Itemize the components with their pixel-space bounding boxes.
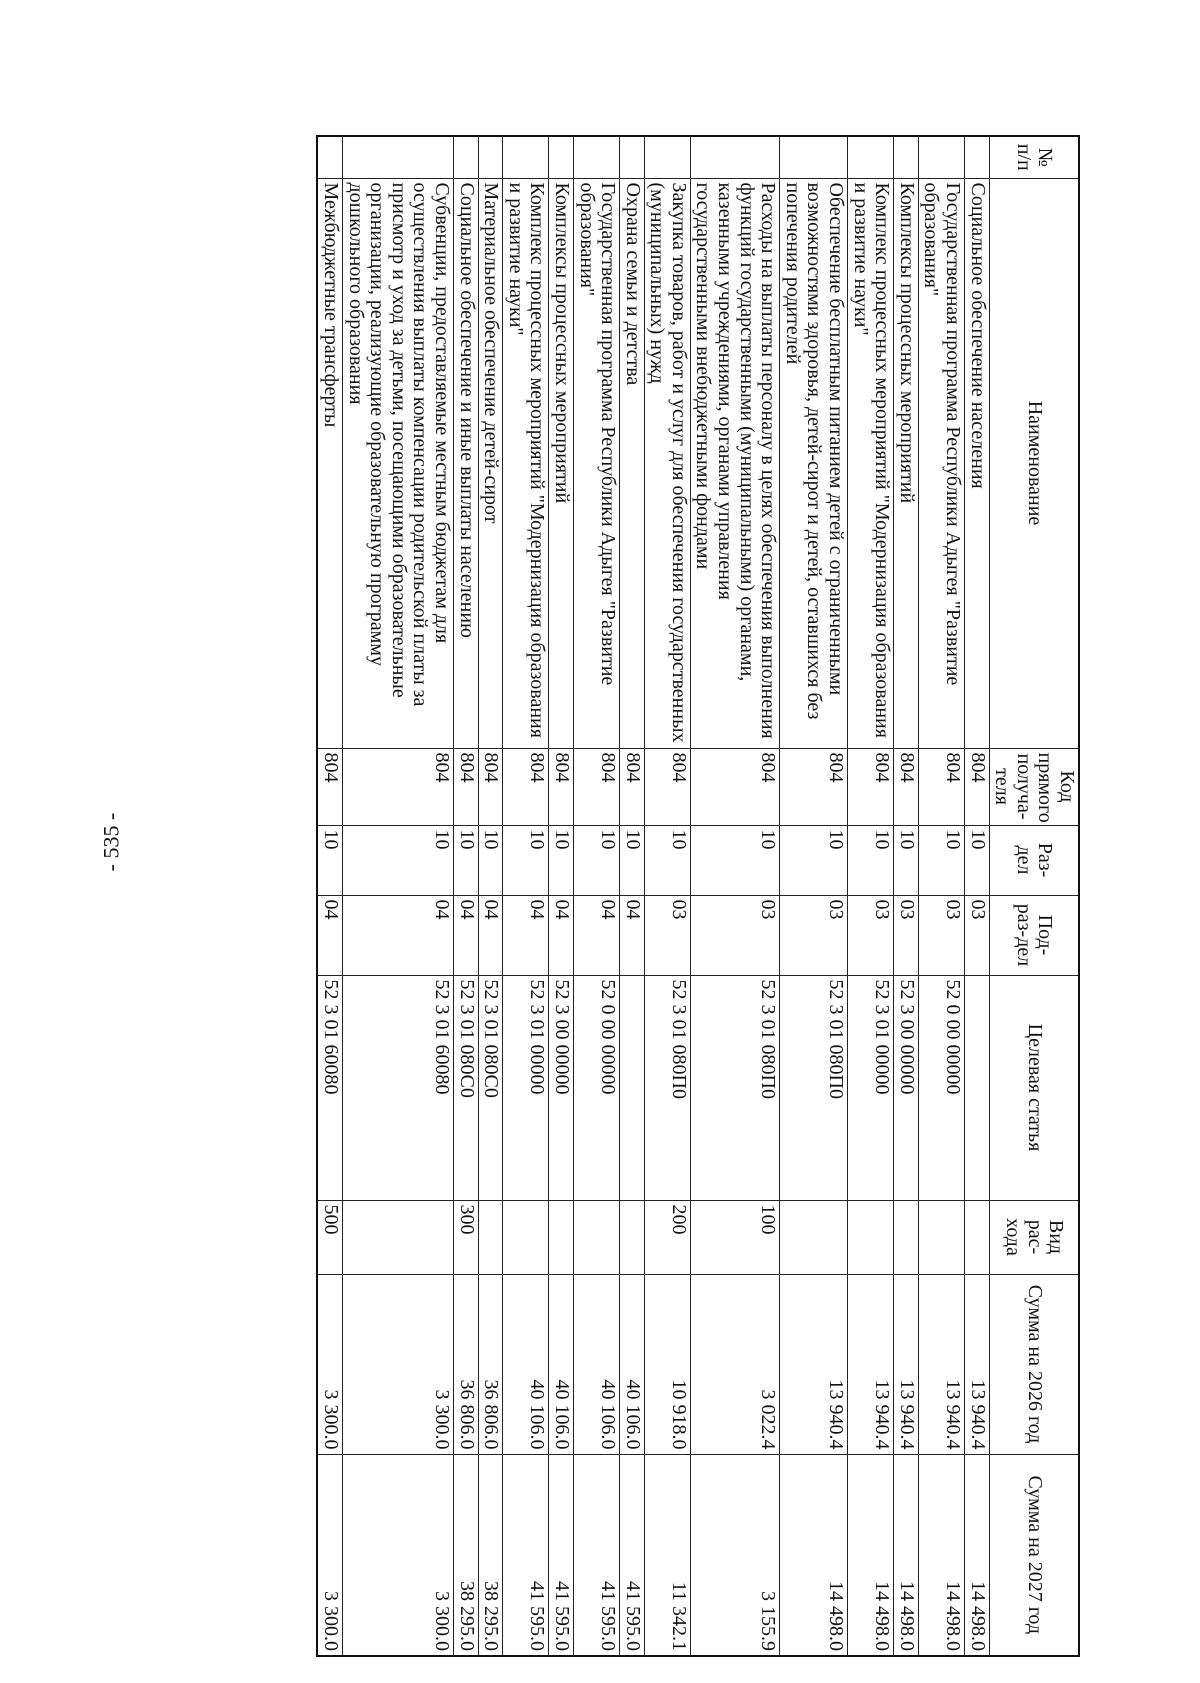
cell-expense: [503, 1200, 549, 1274]
table-row: [453, 136, 478, 1656]
cell-code: 804: [780, 748, 848, 825]
table-row: [894, 136, 919, 1656]
header-sum2026: Сумма на 2026 год: [989, 1274, 1079, 1454]
cell-expense: [894, 1200, 919, 1274]
cell-sum2027: 14 498.0: [918, 1454, 964, 1656]
cell-target: 52 3 01 080П0: [780, 975, 848, 1200]
cell-num: [549, 136, 574, 178]
cell-subsection: 04: [453, 895, 478, 975]
cell-sum2026: 13 940.4: [894, 1274, 919, 1454]
cell-target: 52 3 01 080П0: [644, 975, 690, 1200]
cell-sum2027: 41 595.0: [549, 1454, 574, 1656]
cell-subsection: 04: [620, 895, 645, 975]
cell-subsection: 03: [918, 895, 964, 975]
cell-target: 52 3 01 080С0: [478, 975, 503, 1200]
cell-expense: [848, 1200, 894, 1274]
cell-expense: [573, 1200, 619, 1274]
cell-expense: 200: [644, 1200, 690, 1274]
cell-sum2026: 40 106.0: [503, 1274, 549, 1454]
cell-subsection: 03: [894, 895, 919, 975]
cell-target: 52 0 00 00000: [573, 975, 619, 1200]
cell-subsection: 04: [573, 895, 619, 975]
cell-subsection: 04: [549, 895, 574, 975]
cell-sum2027: 38 295.0: [478, 1454, 503, 1656]
table-row: [503, 136, 549, 1656]
cell-code: 804: [894, 748, 919, 825]
cell-name: Охрана семьи и детства: [620, 178, 645, 748]
cell-code: 804: [848, 748, 894, 825]
cell-sum2027: 41 595.0: [620, 1454, 645, 1656]
cell-sum2027: 41 595.0: [503, 1454, 549, 1656]
cell-name: Социальное обеспечение и иные выплаты населению: [453, 178, 478, 748]
cell-section: 10: [343, 825, 454, 895]
budget-table: [316, 135, 1080, 1657]
table-row: [620, 136, 645, 1656]
table-row: [573, 136, 619, 1656]
cell-section: 10: [644, 825, 690, 895]
header-section: Раз-дел: [989, 825, 1079, 895]
cell-name: Комплексы процессных мероприятий: [549, 178, 574, 748]
cell-sum2026: 36 806.0: [478, 1274, 503, 1454]
cell-sum2027: 3 155.9: [690, 1454, 779, 1656]
cell-section: 10: [549, 825, 574, 895]
cell-sum2026: 3 300.0: [343, 1274, 454, 1454]
cell-code: 804: [573, 748, 619, 825]
cell-name: Закупка товаров, работ и услуг для обеспечения государственных (муниципальных) нужд: [644, 178, 690, 748]
cell-sum2027: 14 498.0: [780, 1454, 848, 1656]
cell-code: 804: [965, 748, 990, 825]
cell-expense: [549, 1200, 574, 1274]
cell-subsection: 04: [317, 895, 342, 975]
cell-sum2026: 13 940.4: [780, 1274, 848, 1454]
cell-section: 10: [918, 825, 964, 895]
cell-section: 10: [894, 825, 919, 895]
cell-section: 10: [965, 825, 990, 895]
table-body: [317, 136, 989, 1656]
cell-sum2027: 3 300.0: [317, 1454, 342, 1656]
cell-target: 52 3 01 60080: [317, 975, 342, 1200]
cell-sum2027: 14 498.0: [965, 1454, 990, 1656]
cell-code: 804: [478, 748, 503, 825]
rotated-table-container: [130, 135, 1080, 1655]
cell-section: 10: [848, 825, 894, 895]
cell-name: Комплексы процессных мероприятий: [894, 178, 919, 748]
cell-section: 10: [317, 825, 342, 895]
header-code: Код прямого получа-теля: [989, 748, 1079, 825]
cell-num: [780, 136, 848, 178]
cell-sum2026: 40 106.0: [620, 1274, 645, 1454]
cell-sum2026: 13 940.4: [848, 1274, 894, 1454]
cell-sum2026: 10 918.0: [644, 1274, 690, 1454]
table-row: [848, 136, 894, 1656]
cell-target: 52 3 01 00000: [503, 975, 549, 1200]
cell-subsection: 03: [848, 895, 894, 975]
table-row: [780, 136, 848, 1656]
cell-target: 52 3 01 00000: [848, 975, 894, 1200]
cell-sum2026: 13 940.4: [965, 1274, 990, 1454]
cell-name: Комплекс процессных мероприятий "Модернизация образования и развитие науки": [848, 178, 894, 748]
cell-num: [317, 136, 342, 178]
cell-name: Комплекс процессных мероприятий "Модернизация образования и развитие науки": [503, 178, 549, 748]
cell-sum2026: 3 022.4: [690, 1274, 779, 1454]
cell-num: [965, 136, 990, 178]
cell-name: Материальное обеспечение детей-сирот: [478, 178, 503, 748]
cell-name: Расходы на выплаты персоналу в целях обеспечения выполнения функций государственными (муниципальными) органами, казенными учреждениями, органами управления государственными внебюджетными фондами: [690, 178, 779, 748]
cell-code: 804: [317, 748, 342, 825]
cell-sum2027: 14 498.0: [894, 1454, 919, 1656]
cell-expense: [620, 1200, 645, 1274]
header-target: Целевая статья: [989, 975, 1079, 1200]
cell-num: [690, 136, 779, 178]
table-row: [690, 136, 779, 1656]
cell-sum2027: 14 498.0: [848, 1454, 894, 1656]
cell-target: 52 3 01 080С0: [453, 975, 478, 1200]
header-sum2027: Сумма на 2027 год: [989, 1454, 1079, 1656]
cell-expense: [965, 1200, 990, 1274]
table-row: [343, 136, 454, 1656]
cell-sum2027: 38 295.0: [453, 1454, 478, 1656]
header-subsection: Под-раз-дел: [989, 895, 1079, 975]
cell-section: 10: [780, 825, 848, 895]
cell-num: [644, 136, 690, 178]
cell-subsection: 04: [343, 895, 454, 975]
header-num: № п/п: [989, 136, 1079, 178]
cell-sum2027: 41 595.0: [573, 1454, 619, 1656]
cell-target: [965, 975, 990, 1200]
cell-section: 10: [573, 825, 619, 895]
cell-sum2026: 40 106.0: [573, 1274, 619, 1454]
cell-num: [343, 136, 454, 178]
cell-section: 10: [478, 825, 503, 895]
cell-target: 52 0 00 00000: [918, 975, 964, 1200]
cell-subsection: 04: [478, 895, 503, 975]
page-number: - 535 -: [98, 812, 124, 872]
cell-expense: 100: [690, 1200, 779, 1274]
cell-sum2027: 3 300.0: [343, 1454, 454, 1656]
cell-code: 804: [453, 748, 478, 825]
cell-num: [848, 136, 894, 178]
cell-num: [620, 136, 645, 178]
table-row: [317, 136, 342, 1656]
cell-sum2026: 3 300.0: [317, 1274, 342, 1454]
cell-subsection: 03: [965, 895, 990, 975]
cell-num: [478, 136, 503, 178]
cell-expense: [918, 1200, 964, 1274]
cell-code: 804: [644, 748, 690, 825]
cell-expense: 300: [453, 1200, 478, 1274]
cell-code: 804: [503, 748, 549, 825]
cell-target: 52 3 00 00000: [894, 975, 919, 1200]
cell-num: [453, 136, 478, 178]
table-row: [549, 136, 574, 1656]
cell-name: Обеспечение бесплатным питанием детей с ограниченными возможностями здоровья, детей-сирот и детей, оставшихся без попечения родителей: [780, 178, 848, 748]
cell-subsection: 03: [690, 895, 779, 975]
cell-num: [918, 136, 964, 178]
cell-subsection: 03: [780, 895, 848, 975]
cell-name: Субвенции, предоставляемые местным бюджетам для осуществления выплаты компенсации родительской платы за присмотр и уход за детьми, посещающими образовательные организации, реализующие образовательную программу дошкольного образования: [343, 178, 454, 748]
table-row: [965, 136, 990, 1656]
cell-sum2026: 40 106.0: [549, 1274, 574, 1454]
cell-sum2026: 13 940.4: [918, 1274, 964, 1454]
header-expense: Вид рас-хода: [989, 1200, 1079, 1274]
table-row: [644, 136, 690, 1656]
cell-name: Социальное обеспечение населения: [965, 178, 990, 748]
cell-code: 804: [549, 748, 574, 825]
cell-target: [620, 975, 645, 1200]
cell-name: Межбюджетные трансферты: [317, 178, 342, 748]
table-row: [918, 136, 964, 1656]
cell-expense: [780, 1200, 848, 1274]
cell-expense: [478, 1200, 503, 1274]
cell-sum2027: 11 342.1: [644, 1454, 690, 1656]
table-row: [478, 136, 503, 1656]
cell-section: 10: [620, 825, 645, 895]
table-header-row: [989, 136, 1079, 1656]
cell-num: [503, 136, 549, 178]
cell-code: 804: [343, 748, 454, 825]
cell-subsection: 03: [644, 895, 690, 975]
cell-num: [573, 136, 619, 178]
cell-target: 52 3 00 00000: [549, 975, 574, 1200]
cell-code: 804: [918, 748, 964, 825]
cell-section: 10: [453, 825, 478, 895]
cell-num: [894, 136, 919, 178]
cell-name: Государственная программа Республики Адыгея "Развитие образования": [573, 178, 619, 748]
cell-section: 10: [503, 825, 549, 895]
cell-sum2026: 36 806.0: [453, 1274, 478, 1454]
cell-expense: [343, 1200, 454, 1274]
cell-expense: 500: [317, 1200, 342, 1274]
cell-section: 10: [690, 825, 779, 895]
cell-name: Государственная программа Республики Адыгея "Развитие образования": [918, 178, 964, 748]
cell-code: 804: [690, 748, 779, 825]
cell-code: 804: [620, 748, 645, 825]
header-name: Наименование: [989, 178, 1079, 748]
cell-target: 52 3 01 60080: [343, 975, 454, 1200]
cell-subsection: 04: [503, 895, 549, 975]
cell-target: 52 3 01 080П0: [690, 975, 779, 1200]
